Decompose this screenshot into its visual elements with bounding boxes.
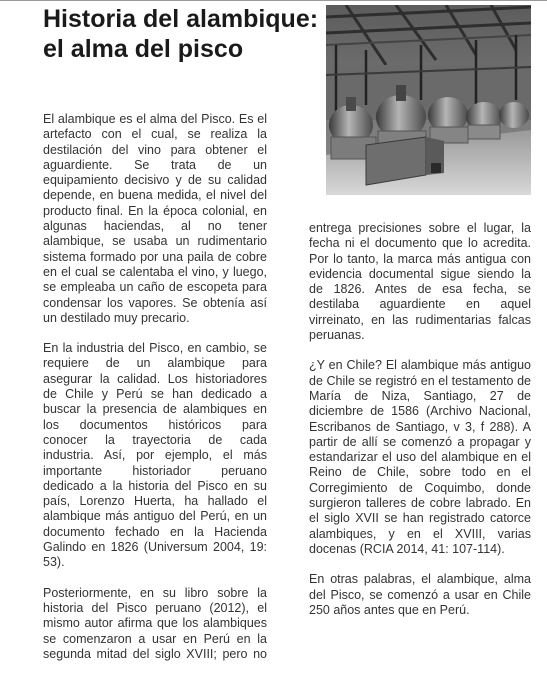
text-line: depende, en buena medida, el nivel del <box>43 188 267 203</box>
text-line: en el cual se calentaba el vino, y luego, <box>43 264 267 279</box>
top-rule <box>0 0 547 1</box>
text-line: fecha ni el documento que lo acredita. <box>309 236 531 251</box>
text-line: 250 años antes que en Perú. <box>309 602 470 617</box>
text-line: En la industria del Pisco, en cambio, se <box>43 341 267 356</box>
text-line: de 1826. Antes de esa fecha, se <box>309 282 531 297</box>
text-line: diciembre de 1586 (Archivo Nacional, <box>309 404 531 419</box>
text-line: Reino de Chile, sobre todo en el <box>309 465 531 480</box>
text-line: Escribanos de Santiago, v 3, f 288). A <box>309 419 531 434</box>
paragraph <box>309 572 531 618</box>
text-line: país, Lorenzo Huerta, ha hallado el <box>43 494 267 509</box>
text-line: evidencia documental sigue siendo la <box>309 266 531 281</box>
text-line: sistema formado por una paila de cobre <box>43 249 267 264</box>
text-line: Galindo en 1826 (Universum 2004, 19: <box>43 540 267 555</box>
text-line: requiere de un alambique para <box>43 356 267 371</box>
text-line: de Chile se registró en el testamento de <box>309 373 531 388</box>
title-line: el alma del pisco <box>43 35 244 63</box>
text-line: peruanas. <box>309 328 365 343</box>
text-line: de Chile y Perú se han dedicado a <box>43 387 267 402</box>
alembic-stills-image <box>326 5 531 195</box>
text-line: documento fechado en la Hacienda <box>43 524 267 539</box>
text-line: virreinato, en las rudimentarias falcas <box>309 312 531 327</box>
text-line: se empleaba un caño de escopeta para <box>43 280 267 295</box>
text-line: buscar la presencia de alambiques en <box>43 402 267 417</box>
text-line: los documentos históricos para <box>43 417 267 432</box>
paragraph <box>43 112 267 326</box>
text-line: Posteriormente, en su libro sobre la <box>43 585 267 600</box>
title-line: Historia del alambique: <box>43 5 319 33</box>
text-line: En otras palabras, el alambique, alma <box>309 572 531 587</box>
text-line: aguardiente. Se trata de un <box>43 157 267 172</box>
text-line: docenas (RCIA 2014, 41: 107-114). <box>309 541 505 556</box>
text-line: alambiques, y en el XVIII, varias <box>309 526 531 541</box>
text-line: un destilado muy precario. <box>43 310 190 325</box>
text-line: industria. Así, por ejemplo, el más <box>43 448 267 463</box>
paragraph <box>43 586 267 662</box>
text-line: producto final. En la época colonial, en <box>43 203 267 218</box>
distillery-photo <box>326 5 531 195</box>
left-column <box>43 112 267 662</box>
text-line: surgieron talleres de cobre labrado. En <box>309 496 531 511</box>
paragraph <box>309 358 531 557</box>
text-line: conocer la trayectoria de cada <box>43 432 267 447</box>
text-line: algunas haciendas, al no tener <box>43 219 267 234</box>
text-line: artefacto con el cual, se realiza la <box>43 127 267 142</box>
right-column <box>309 221 531 618</box>
article-title <box>43 4 323 64</box>
text-line: alambique, se usaba un rudimentario <box>43 234 267 249</box>
text-line: destilación del vino para obtener el <box>43 142 267 157</box>
text-line: se comenzaron a usar en Perú en la <box>43 631 267 646</box>
text-line: Por lo tanto, la marca más antigua con <box>309 251 531 266</box>
text-line: segunda mitad del siglo XVIII; pero no <box>43 646 267 661</box>
text-line: estandarizar el uso del alambique en el <box>309 450 531 465</box>
text-line: mismo autor afirma que los alambiques <box>43 616 267 631</box>
text-line: el siglo XVII se han registrado catorce <box>309 511 531 526</box>
text-line: asegurar la calidad. Los historiadores <box>43 371 267 386</box>
text-line: entrega precisiones sobre el lugar, la <box>309 221 531 235</box>
paragraph <box>43 341 267 570</box>
text-line: Corregimiento de Coquimbo, donde <box>309 480 531 495</box>
text-line: El alambique es el alma del Pisco. Es el <box>43 112 267 126</box>
text-line: ¿Y en Chile? El alambique más antiguo <box>309 358 531 373</box>
text-line: importante historiador peruano <box>43 463 267 478</box>
text-line: del Pisco, se comenzó a usar en Chile <box>309 587 531 602</box>
paragraph <box>309 221 531 343</box>
text-line: condensar los vapores. Se obtenía así <box>43 295 267 310</box>
text-line: alambique más antiguo del Perú, en un <box>43 509 267 524</box>
text-line: 53). <box>43 555 65 570</box>
text-line: dedicado a la historia del Pisco en su <box>43 478 267 493</box>
text-line: partir de allí se comenzó a propagar y <box>309 434 531 449</box>
text-line: destilaba aguardiente en aquel <box>309 297 531 312</box>
text-line: María de Niza, Santiago, 27 de <box>309 388 531 403</box>
text-line: historia del Pisco peruano (2012), el <box>43 600 267 615</box>
text-line: equipamiento decisivo y de su calidad <box>43 173 267 188</box>
